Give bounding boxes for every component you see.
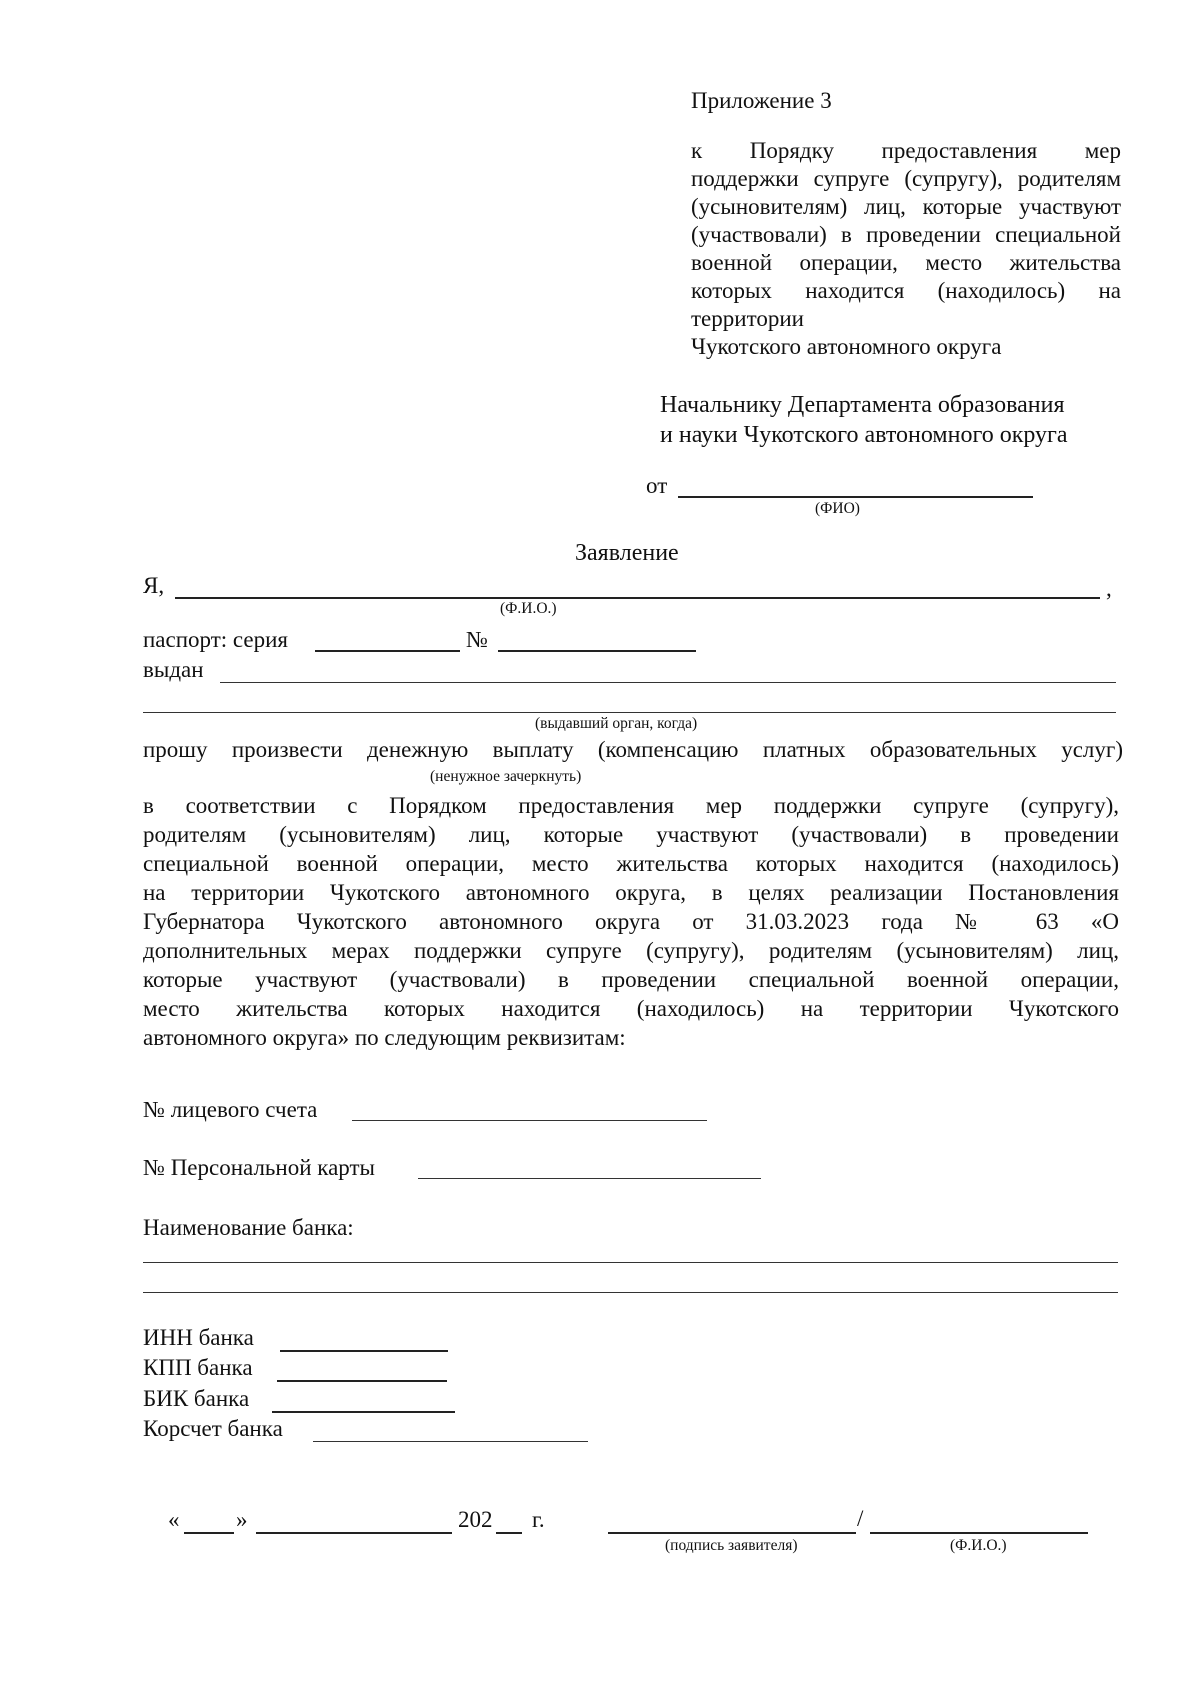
request-line: прошу произвести денежную выплату (компенсацию платных образовательных услуг) <box>143 737 1123 762</box>
account-field[interactable] <box>352 1120 707 1121</box>
passport-series-label: паспорт: серия <box>143 627 289 652</box>
appendix-line: территории <box>691 306 804 331</box>
applicant-fio-hint: (Ф.И.О.) <box>500 600 557 617</box>
addressee-line-1: Начальнику Департамента образования <box>660 392 1065 418</box>
statement-title: Заявление <box>575 540 679 566</box>
appendix-line: Чукотского автономного округа <box>691 334 1002 359</box>
date-year-prefix: 202 <box>458 1507 493 1532</box>
passport-number-field[interactable] <box>498 650 696 652</box>
issued-field-2[interactable] <box>143 712 1116 713</box>
from-fio-hint: (ФИО) <box>815 500 860 517</box>
body-line: которые участвуют (участвовали) в проведении специальной военной операции, <box>143 967 1119 992</box>
date-quote-close: » <box>236 1507 248 1532</box>
corr-label: Корсчет банка <box>143 1416 283 1441</box>
issued-field-1[interactable] <box>220 682 1116 683</box>
strike-hint: (ненужное зачеркнуть) <box>430 768 582 785</box>
addressee-line-2: и науки Чукотского автономного округа <box>660 422 1068 448</box>
from-label: от <box>646 473 668 498</box>
body-line: автономного округа» по следующим реквизитам: <box>143 1025 626 1050</box>
body-line: место жительства которых находится (находилось) на территории Чукотского <box>143 996 1119 1021</box>
statement-body <box>143 791 1119 1052</box>
body-line: на территории Чукотского автономного округа, в целях реализации Постановления <box>143 880 1119 905</box>
signature-hint: (подпись заявителя) <box>665 1537 798 1554</box>
bik-label: БИК банка <box>143 1386 250 1411</box>
appendix-line: к Порядку предоставления мер <box>691 138 1121 163</box>
inn-field[interactable] <box>280 1350 448 1352</box>
appendix-line: поддержки супруге (супругу), родителям <box>691 166 1121 191</box>
appendix-line: (участвовали) в проведении специальной <box>691 222 1121 247</box>
bik-field[interactable] <box>272 1411 455 1413</box>
body-line: в соответствии с Порядком предоставления мер поддержки супруге (супругу), <box>143 793 1119 818</box>
bank-name-label: Наименование банка: <box>143 1215 354 1240</box>
signature-field[interactable] <box>608 1532 856 1534</box>
body-line: родителям (усыновителям) лиц, которые участвуют (участвовали) в проведении <box>143 822 1119 847</box>
bank-name-field-1[interactable] <box>143 1262 1118 1263</box>
body-line: дополнительных мерах поддержки супруге (супругу), родителям (усыновителям) лиц, <box>143 938 1119 963</box>
comma: , <box>1106 576 1112 601</box>
card-label: № Персональной карты <box>143 1155 376 1180</box>
card-field[interactable] <box>418 1178 761 1179</box>
account-label: № лицевого счета <box>143 1097 318 1122</box>
body-line: специальной военной операции, место жительства которых находится (находилось) <box>143 851 1119 876</box>
signature-fio-hint: (Ф.И.О.) <box>950 1537 1007 1554</box>
inn-label: ИНН банка <box>143 1325 254 1350</box>
issued-label: выдан <box>143 657 204 682</box>
date-quote-open: « <box>168 1507 180 1532</box>
from-fio-field[interactable] <box>678 496 1033 498</box>
corr-field[interactable] <box>313 1441 588 1442</box>
appendix-line: военной операции, место жительства <box>691 250 1121 275</box>
appendix-text <box>691 137 1121 361</box>
signature-slash: / <box>857 1506 864 1531</box>
date-month-field[interactable] <box>256 1532 452 1534</box>
passport-series-field[interactable] <box>315 650 460 652</box>
date-year-field[interactable] <box>496 1532 522 1534</box>
issued-hint: (выдавший орган, когда) <box>535 715 698 732</box>
passport-number-label: № <box>466 627 488 652</box>
applicant-fio-field[interactable] <box>175 597 1100 599</box>
appendix-line: (усыновителям) лиц, которые участвуют <box>691 194 1121 219</box>
body-line: Губернатора Чукотского автономного округа от 31.03.2023 года № 63 «О <box>143 909 1119 934</box>
appendix-title: Приложение 3 <box>691 88 832 113</box>
kpp-label: КПП банка <box>143 1355 253 1380</box>
i-label: Я, <box>143 573 165 598</box>
kpp-field[interactable] <box>277 1380 447 1382</box>
date-year-suffix: г. <box>532 1507 545 1532</box>
signature-fio-field[interactable] <box>870 1532 1088 1534</box>
appendix-line: которых находится (находилось) на <box>691 278 1121 303</box>
date-day-field[interactable] <box>184 1532 234 1534</box>
bank-name-field-2[interactable] <box>143 1292 1118 1293</box>
